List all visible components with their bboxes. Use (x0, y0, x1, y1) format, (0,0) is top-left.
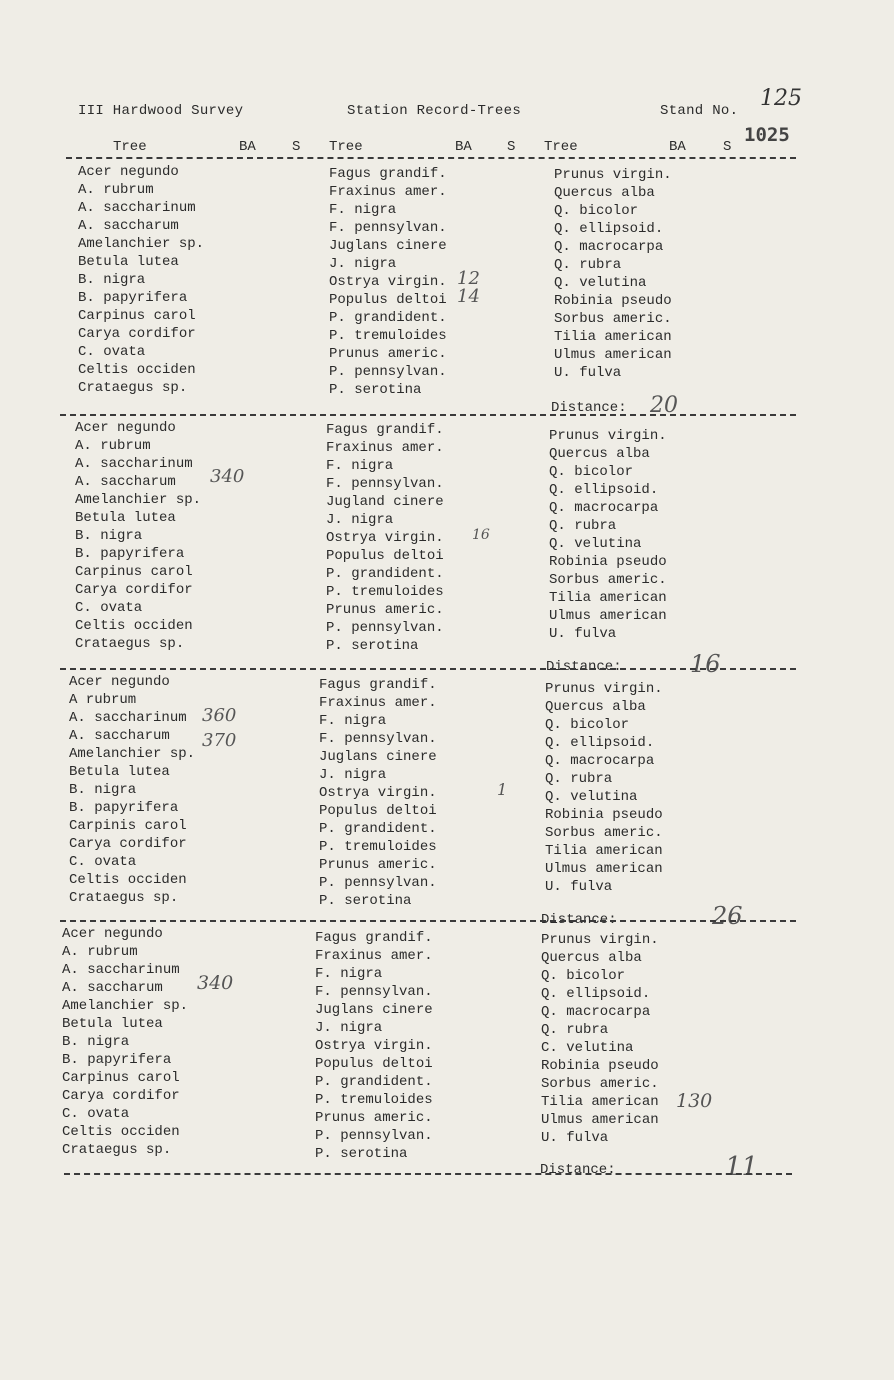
species-row: Tilia american (541, 1094, 659, 1110)
species-row: Carya cordifor (75, 582, 193, 598)
species-row: Amelanchier sp. (62, 998, 189, 1014)
species-row: Populus deltoi (329, 292, 447, 308)
species-row: Q. bicolor (554, 203, 639, 219)
species-row: Carpinis carol (69, 818, 187, 834)
species-row: F. pennsylvan. (315, 984, 433, 1000)
species-row: Carya cordifor (78, 326, 196, 342)
species-row: P. serotina (319, 893, 412, 909)
block-2-distance-label: Distance: (546, 659, 622, 675)
species-row: Celtis occiden (75, 618, 193, 634)
species-row: P. serotina (326, 638, 419, 654)
species-row: Q. ellipsoid. (545, 735, 655, 751)
block-2-handwritten-note: 340 (210, 466, 245, 487)
species-row: B. nigra (62, 1034, 130, 1050)
species-row: Fagus grandif. (319, 677, 437, 693)
species-row: Populus deltoi (326, 548, 444, 564)
col2-tree-header: Tree (329, 139, 363, 155)
species-row: Q. ellipsoid. (541, 986, 651, 1002)
block-1-col3-species (554, 166, 672, 382)
species-row: J. nigra (326, 512, 394, 528)
species-row: Acer negundo (62, 926, 163, 942)
species-row: Celtis occiden (62, 1124, 180, 1140)
species-row: P. grandident. (315, 1074, 433, 1090)
species-row: P. tremuloides (315, 1092, 433, 1108)
species-row: U. fulva (545, 879, 613, 895)
species-row: Betula lutea (78, 254, 179, 270)
species-row: A. rubrum (62, 944, 138, 960)
species-row: Crataegus sp. (78, 380, 188, 396)
species-row: F. pennsylvan. (319, 731, 437, 747)
block-4-distance-value: 11 (725, 1152, 759, 1182)
species-row: Crataegus sp. (75, 636, 185, 652)
col3-ba-header: BA (669, 139, 686, 155)
species-row: Celtis occiden (78, 362, 196, 378)
header-divider (66, 157, 796, 159)
species-row: A. saccharinum (62, 962, 180, 978)
species-row: B. papyrifera (69, 800, 179, 816)
species-row: Celtis occiden (69, 872, 187, 888)
species-row: Prunus americ. (319, 857, 437, 873)
species-row: Tilia american (545, 843, 663, 859)
species-row: Robinia pseudo (554, 293, 672, 309)
col1-ba-header: BA (239, 139, 256, 155)
species-row: P. pennsylvan. (326, 620, 444, 636)
block-2-col1-species (75, 419, 201, 653)
species-row: Q. rubra (549, 518, 617, 534)
species-row: Carpinus carol (78, 308, 196, 324)
species-row: A. saccharinum (69, 710, 187, 726)
species-row: Q. macrocarpa (549, 500, 659, 516)
species-row: B. papyrifera (62, 1052, 172, 1068)
species-row: Amelanchier sp. (75, 492, 202, 508)
species-row: Ostrya virgin. (329, 274, 447, 290)
species-row: F. nigra (319, 713, 387, 729)
stand-number-handwritten: 125 (760, 86, 802, 111)
stand-label: Stand No. (660, 103, 739, 119)
species-row: Ulmus american (549, 608, 667, 624)
species-row: A rubrum (69, 692, 137, 708)
species-row: J. nigra (315, 1020, 383, 1036)
species-row: A. rubrum (78, 182, 154, 198)
species-row: B. nigra (78, 272, 146, 288)
species-row: Acer negundo (78, 164, 179, 180)
species-row: A. rubrum (75, 438, 151, 454)
species-row: P. tremuloides (329, 328, 447, 344)
species-row: Ostrya virgin. (315, 1038, 433, 1054)
species-row: Q. ellipsoid. (549, 482, 659, 498)
species-row: U. fulva (549, 626, 617, 642)
species-row: F. pennsylvan. (326, 476, 444, 492)
species-row: P. grandident. (326, 566, 444, 582)
species-row: Robinia pseudo (541, 1058, 659, 1074)
species-row: Carpinus carol (75, 564, 193, 580)
species-row: Populus deltoi (319, 803, 437, 819)
species-row: Q. velutina (554, 275, 647, 291)
species-row: Tilia american (549, 590, 667, 606)
block-2-distance-value: 16 (690, 650, 721, 678)
col3-s-header: S (723, 139, 732, 155)
block-3-col2-species (319, 676, 437, 910)
species-row: Sorbus americ. (545, 825, 663, 841)
species-row: Quercus alba (541, 950, 642, 966)
block-1-distance-label: Distance: (551, 400, 627, 416)
species-row: Betula lutea (62, 1016, 163, 1032)
species-row: Prunus virgin. (549, 428, 667, 444)
species-row: Q. ellipsoid. (554, 221, 664, 237)
species-row: Prunus americ. (315, 1110, 433, 1126)
species-row: Robinia pseudo (545, 807, 663, 823)
species-row: Acer negundo (69, 674, 170, 690)
species-row: P. grandident. (329, 310, 447, 326)
species-row: C. velutina (541, 1040, 634, 1056)
block-2-col3-species (549, 427, 667, 643)
species-row: Q. velutina (549, 536, 642, 552)
block-4-col1-species (62, 925, 188, 1159)
species-row: B. papyrifera (78, 290, 188, 306)
species-row: Tilia american (554, 329, 672, 345)
block-1-col1-species (78, 163, 204, 397)
species-row: F. nigra (329, 202, 397, 218)
species-row: C. ovata (69, 854, 137, 870)
stand-number-stamp: 1025 (744, 124, 790, 146)
species-row: P. serotina (315, 1146, 408, 1162)
species-row: Ulmus american (554, 347, 672, 363)
species-row: Q. rubra (554, 257, 622, 273)
species-row: Betula lutea (69, 764, 170, 780)
species-row: Acer negundo (75, 420, 176, 436)
block-3-handwritten-note: 1 (497, 780, 508, 799)
species-row: Q. rubra (545, 771, 613, 787)
species-row: Ulmus american (541, 1112, 659, 1128)
species-row: P. pennsylvan. (329, 364, 447, 380)
species-row: Sorbus americ. (554, 311, 672, 327)
species-row: Fagus grandif. (326, 422, 444, 438)
block-3-col3-species (545, 680, 663, 896)
species-row: Fraxinus amer. (326, 440, 444, 456)
species-row: Jugland cinere (326, 494, 444, 510)
species-row: Carpinus carol (62, 1070, 180, 1086)
species-row: Prunus virgin. (541, 932, 659, 948)
species-row: Amelanchier sp. (69, 746, 196, 762)
col1-s-header: S (292, 139, 301, 155)
species-row: C. ovata (78, 344, 146, 360)
species-row: P. pennsylvan. (319, 875, 437, 891)
block-4-col2-species (315, 929, 433, 1163)
block-3-distance-label: Distance: (541, 912, 617, 928)
species-row: J. nigra (319, 767, 387, 783)
col1-tree-header: Tree (113, 139, 147, 155)
species-row: Prunus virgin. (545, 681, 663, 697)
species-row: Betula lutea (75, 510, 176, 526)
species-row: Juglans cinere (329, 238, 447, 254)
col2-s-header: S (507, 139, 516, 155)
species-row: Q. bicolor (549, 464, 634, 480)
block-4-divider (64, 1173, 792, 1175)
species-row: Quercus alba (545, 699, 646, 715)
species-row: B. nigra (69, 782, 137, 798)
species-row: Q. bicolor (545, 717, 630, 733)
species-row: Q. bicolor (541, 968, 626, 984)
block-1-distance-value: 20 (650, 393, 678, 418)
species-row: Q. macrocarpa (545, 753, 655, 769)
species-row: P. tremuloides (326, 584, 444, 600)
species-row: Quercus alba (549, 446, 650, 462)
species-row: J. nigra (329, 256, 397, 272)
block-3-distance-value: 26 (712, 902, 743, 930)
species-row: Q. macrocarpa (554, 239, 664, 255)
block-3-col1-species (69, 673, 195, 907)
species-row: Quercus alba (554, 185, 655, 201)
species-row: Ostrya virgin. (326, 530, 444, 546)
species-row: A. saccharinum (78, 200, 196, 216)
species-row: Q. velutina (545, 789, 638, 805)
species-row: Sorbus americ. (549, 572, 667, 588)
species-row: Q. rubra (541, 1022, 609, 1038)
species-row: A. saccharum (62, 980, 163, 996)
species-row: F. nigra (315, 966, 383, 982)
species-row: Fraxinus amer. (329, 184, 447, 200)
species-row: Carya cordifor (62, 1088, 180, 1104)
block-4-col3-species (541, 931, 659, 1147)
block-4-handwritten-note: 340 (197, 972, 234, 994)
species-row: A. saccharum (78, 218, 179, 234)
species-row: Amelanchier sp. (78, 236, 205, 252)
species-row: P. serotina (329, 382, 422, 398)
species-row: Crataegus sp. (62, 1142, 172, 1158)
species-row: Crataegus sp. (69, 890, 179, 906)
species-row: Juglans cinere (319, 749, 437, 765)
species-row: U. fulva (554, 365, 622, 381)
species-row: Juglans cinere (315, 1002, 433, 1018)
species-row: Fagus grandif. (329, 166, 447, 182)
block-1-handwritten-note: 14 (457, 286, 480, 307)
block-2-divider (60, 668, 796, 670)
species-row: Q. macrocarpa (541, 1004, 651, 1020)
block-1-col2-species (329, 165, 447, 399)
species-row: P. grandident. (319, 821, 437, 837)
species-row: A. saccharum (75, 474, 176, 490)
block-3-handwritten-note: 360 (202, 705, 237, 726)
species-row: Ostrya virgin. (319, 785, 437, 801)
col3-tree-header: Tree (544, 139, 578, 155)
survey-title: III Hardwood Survey (78, 103, 244, 119)
block-3-divider (60, 920, 796, 922)
species-row: B. nigra (75, 528, 143, 544)
species-row: P. pennsylvan. (315, 1128, 433, 1144)
species-row: Ulmus american (545, 861, 663, 877)
species-row: Populus deltoi (315, 1056, 433, 1072)
block-1-handwritten-note: 12 (457, 268, 480, 289)
species-row: F. nigra (326, 458, 394, 474)
col2-ba-header: BA (455, 139, 472, 155)
species-row: Fagus grandif. (315, 930, 433, 946)
species-row: Prunus americ. (329, 346, 447, 362)
species-row: A. saccharum (69, 728, 170, 744)
block-4-handwritten-note: 130 (676, 1090, 713, 1112)
species-row: C. ovata (62, 1106, 130, 1122)
species-row: Prunus virgin. (554, 167, 672, 183)
block-1-divider (60, 414, 796, 416)
species-row: Fraxinus amer. (319, 695, 437, 711)
species-row: Prunus americ. (326, 602, 444, 618)
species-row: P. tremuloides (319, 839, 437, 855)
species-row: Fraxinus amer. (315, 948, 433, 964)
record-title: Station Record-Trees (347, 103, 522, 119)
species-row: Carya cordifor (69, 836, 187, 852)
species-row: U. fulva (541, 1130, 609, 1146)
species-row: B. papyrifera (75, 546, 185, 562)
block-2-handwritten-note: 16 (472, 527, 490, 543)
species-row: C. ovata (75, 600, 143, 616)
species-row: F. pennsylvan. (329, 220, 447, 236)
block-2-col2-species (326, 421, 444, 655)
block-3-handwritten-note: 370 (202, 730, 237, 751)
species-row: Sorbus americ. (541, 1076, 659, 1092)
species-row: Robinia pseudo (549, 554, 667, 570)
block-4-distance-label: Distance: (540, 1162, 616, 1178)
species-row: A. saccharinum (75, 456, 193, 472)
